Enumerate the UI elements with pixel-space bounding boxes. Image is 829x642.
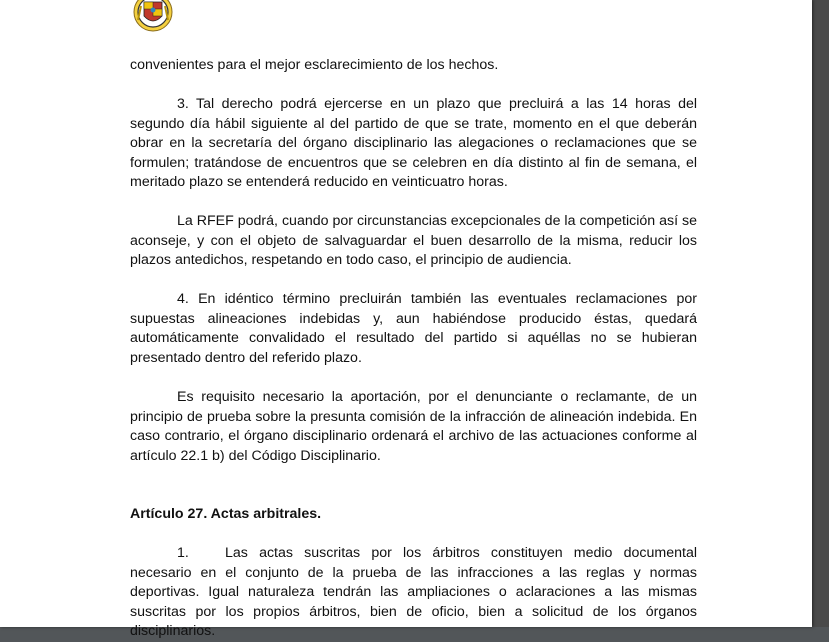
paragraph-3: 3. Tal derecho podrá ejercerse en un plazo que precluirá a las 14 horas del segundo día hábil siguiente al del partido de que se trate, momento en el que deberán obrar en la secretaría del órgano disciplinario las alegaciones o reclamaciones que se formulen; tratándose de encuentros que se celebren en día distinto al fin de semana, el meritado plazo se entenderá reducido en veinticuatro horas. [130,96,697,190]
list-number: 1. [177,545,189,561]
scrollbar-track[interactable] [812,0,829,627]
paragraph-rfef: La RFEF podrá, cuando por circunstancias excepcionales de la competición así se aconseje, y con el objeto de salvaguardar el buen desarrollo de la misma, reducir los plazos antedichos, respetando en todo caso, el principio de audiencia. [130,213,697,268]
paragraph-4: 4. En idéntico término precluirán también las eventuales reclamaciones por supuestas alineaciones indebidas y, aun habiéndose producido éstas, quedará automáticamente convalidado el resultado del partido si aquéllas no se hubieran presentado dentro del referido plazo. [130,291,697,366]
paragraph-requisito: Es requisito necesario la aportación, por el denunciante o reclamante, de un principio de prueba sobre la presunta comisión de la infracción de alineación indebida. En caso contrario, el órgano disciplinario ordenará el archivo de las actuaciones conforme al artículo 22.1 b) del Código Disciplinario. [130,389,697,464]
paragraph-continuation: convenientes para el mejor esclarecimiento de los hechos. [130,57,499,73]
spanish-coat-of-arms-icon [128,0,178,38]
paragraph-text: Las actas suscritas por los árbitros constituyen medio documental necesario en el conjunto de la prueba de las infracciones a las reglas y normas deportivas. Igual naturaleza tendrán las ampliaciones o aclaraciones a las mismas suscritas por los propios árbitros, bien de oficio, bien a solicitud de los órganos disciplinarios. [130,545,697,639]
article-heading: Artículo 27. Actas arbitrales. [130,506,322,522]
